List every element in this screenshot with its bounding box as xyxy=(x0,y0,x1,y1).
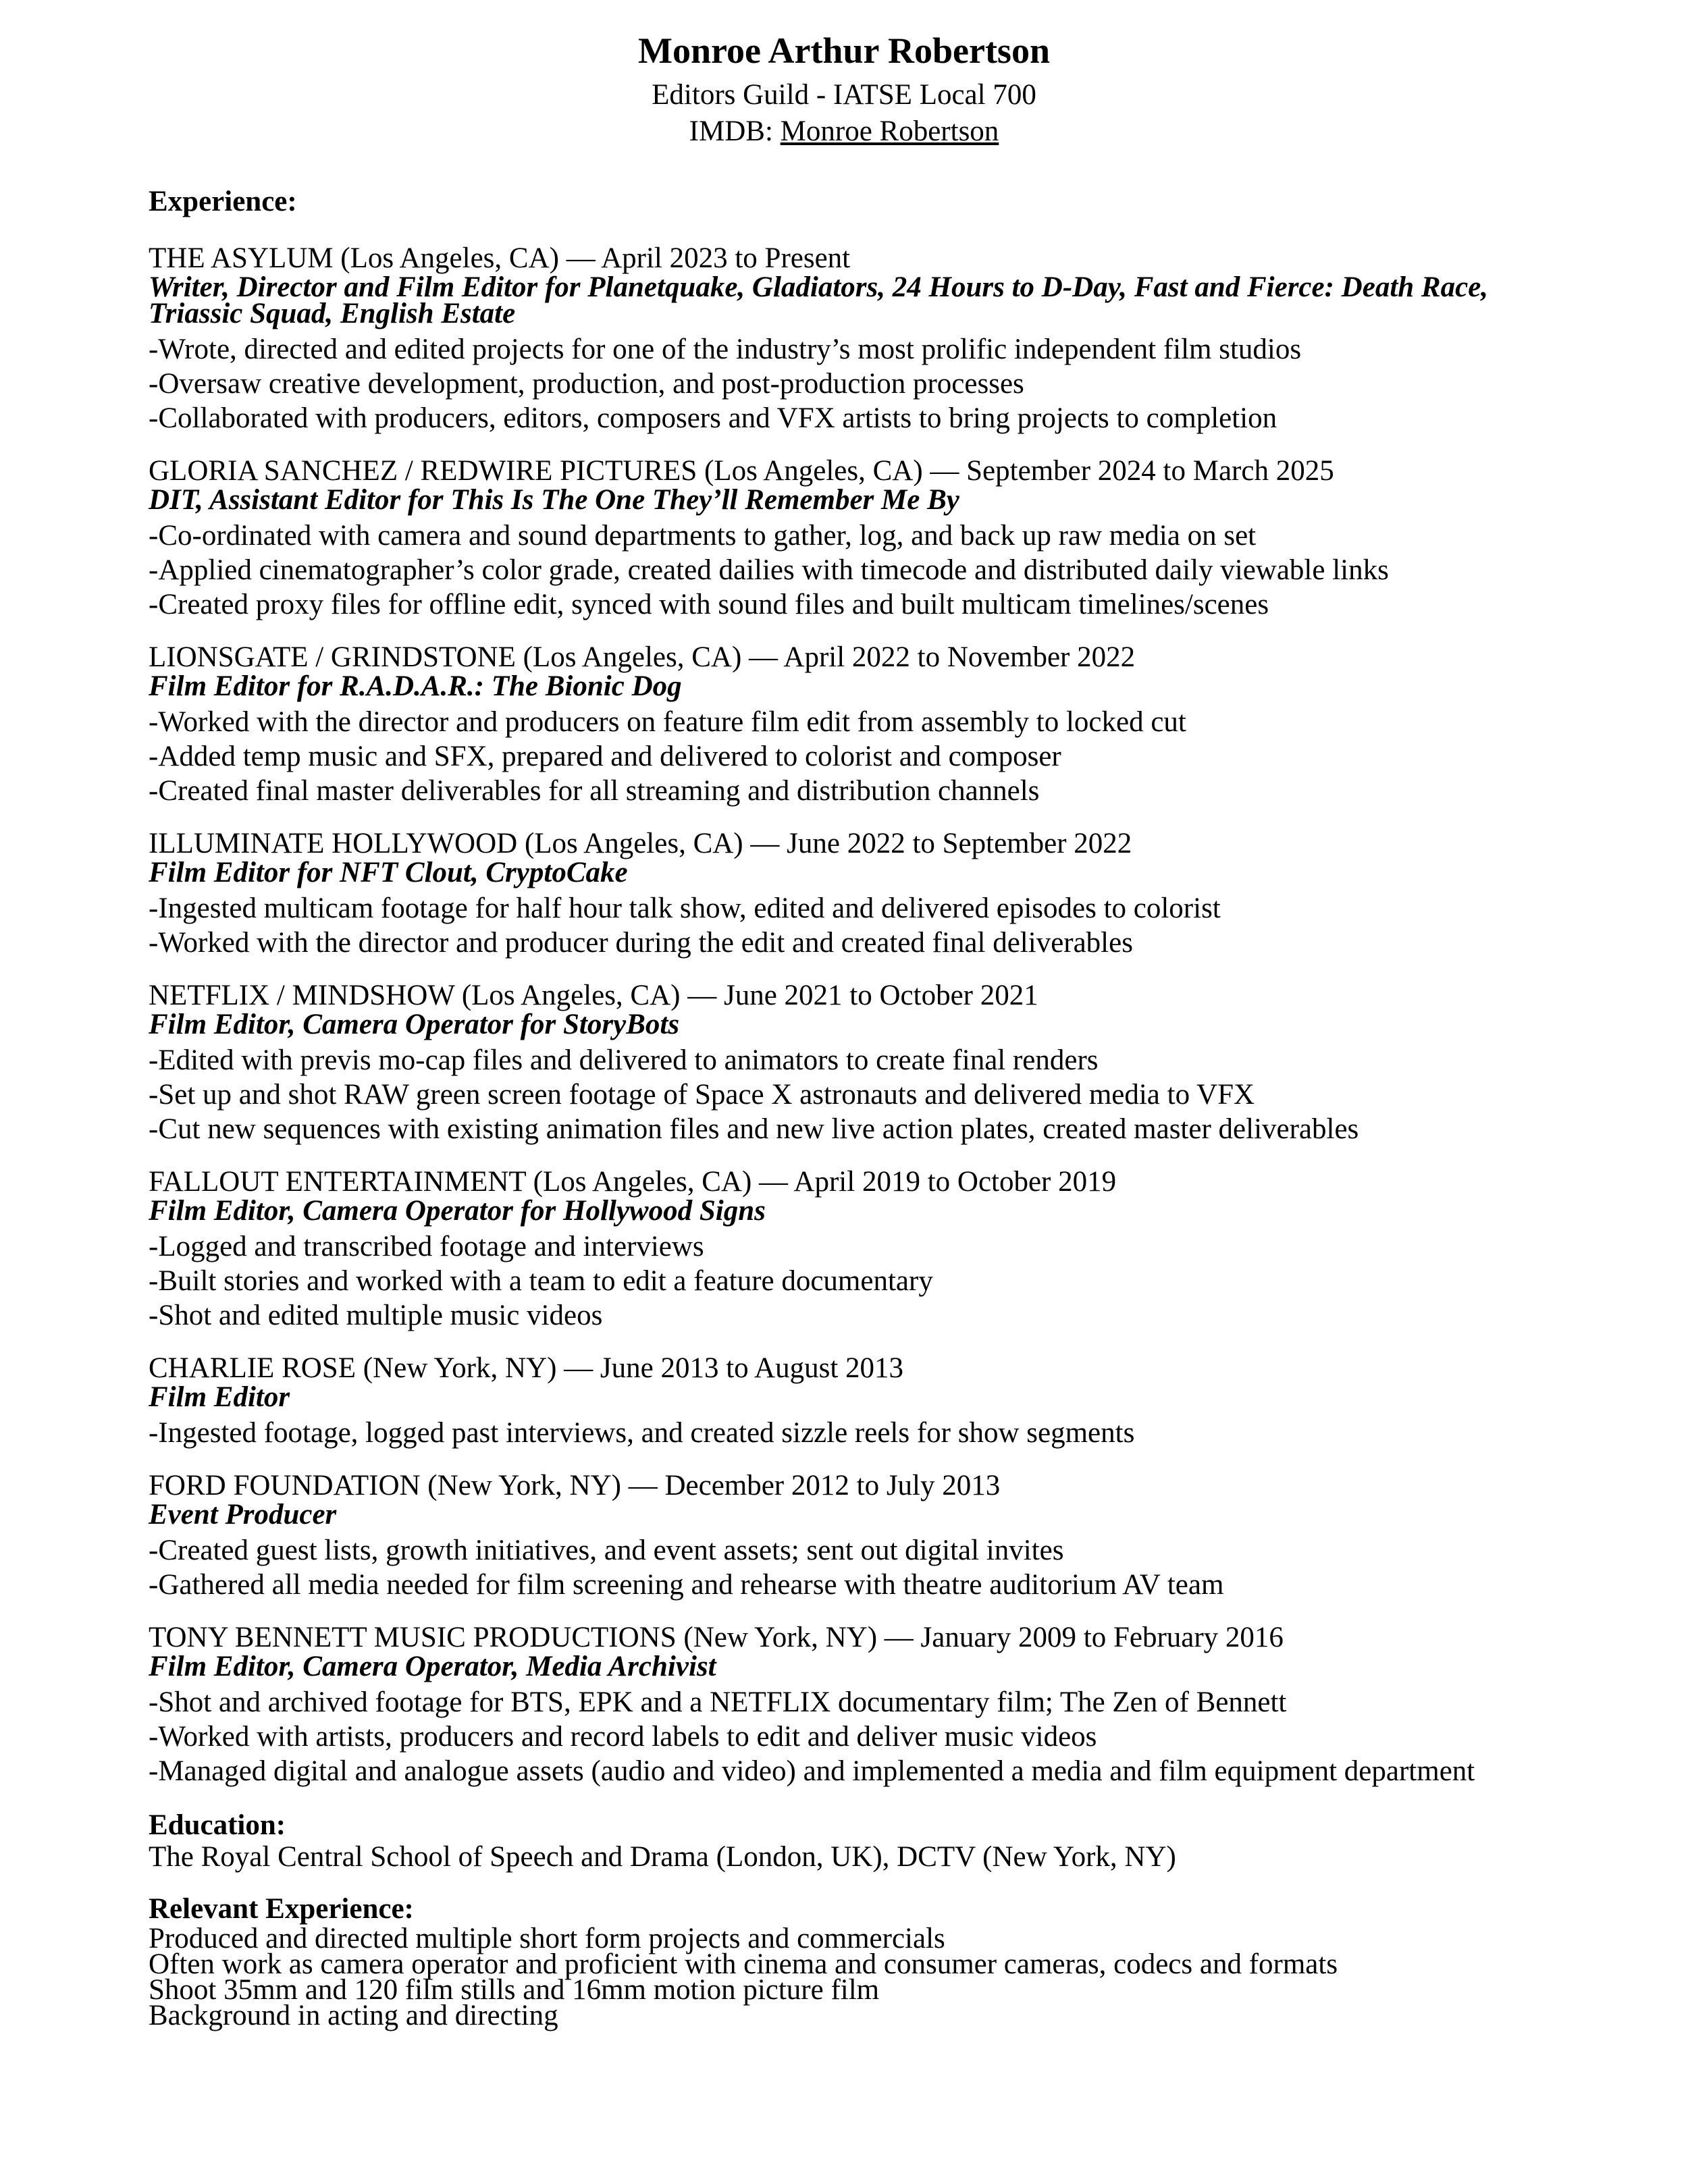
job-bullet: -Added temp music and SFX, prepared and delivered to colorist and composer xyxy=(149,741,1061,772)
relevant-experience-item: Background in acting and directing xyxy=(149,2000,558,2031)
experience-entry xyxy=(149,456,1580,622)
job-bullet: -Worked with artists, producers and record labels to edit and deliver music videos xyxy=(149,1721,1097,1753)
job-bullet: -Worked with the director and producers on feature film edit from assembly to locked cut xyxy=(149,706,1186,738)
job-bullets xyxy=(149,891,1580,960)
job-bullets xyxy=(149,518,1580,622)
job-company: CHARLIE ROSE (New York, NY) — June 2013 to August 2013 xyxy=(149,1352,904,1384)
job-bullet: -Oversaw creative development, production, and post-production processes xyxy=(149,368,1024,400)
job-bullet: -Built stories and worked with a team to edit a feature documentary xyxy=(149,1265,933,1297)
job-role: Film Editor for R.A.D.A.R.: The Bionic Dog xyxy=(149,670,682,702)
job-bullet: -Ingested footage, logged past interviews, and created sizzle reels for show segments xyxy=(149,1417,1135,1449)
job-bullets xyxy=(149,1043,1580,1146)
candidate-name: Monroe Arthur Robertson xyxy=(638,30,1050,71)
job-company: THE ASYLUM (Los Angeles, CA) — April 2023 to Present xyxy=(149,242,851,274)
job-bullets xyxy=(149,332,1580,435)
job-role: Film Editor for NFT Clout, CryptoCake xyxy=(149,857,628,888)
imdb-line xyxy=(0,113,1688,150)
job-bullet: -Created guest lists, growth initiatives, and event assets; sent out digital invites xyxy=(149,1535,1064,1566)
job-role: Writer, Director and Film Editor for Planetquake, Gladiators, 24 Hours to D-Day, Fast and Fierce: Death Race, Triassic Squad, English Estate xyxy=(149,271,1489,329)
job-bullet: -Managed digital and analogue assets (audio and video) and implemented a media and film equipment department xyxy=(149,1755,1475,1787)
job-role: Event Producer xyxy=(149,1499,337,1530)
relevant-experience-item: Often work as camera operator and proficient with cinema and consumer cameras, codecs and formats xyxy=(149,1948,1338,1980)
resume-header xyxy=(0,24,1688,150)
job-bullets xyxy=(149,1229,1580,1333)
guild-affiliation: Editors Guild - IATSE Local 700 xyxy=(652,79,1036,111)
relevant-experience-item: Shoot 35mm and 120 film stills and 16mm motion picture film xyxy=(149,1974,880,2006)
job-bullet: -Applied cinematographer’s color grade, created dailies with timecode and distributed daily viewable links xyxy=(149,554,1389,586)
job-bullets xyxy=(149,705,1580,808)
job-bullet: -Co-ordinated with camera and sound departments to gather, log, and back up raw media on set xyxy=(149,520,1257,552)
job-company: NETFLIX / MINDSHOW (Los Angeles, CA) — June 2021 to October 2021 xyxy=(149,980,1038,1011)
job-bullet: -Logged and transcribed footage and interviews xyxy=(149,1231,704,1262)
job-company: LIONSGATE / GRINDSTONE (Los Angeles, CA) — April 2022 to November 2022 xyxy=(149,641,1136,673)
job-company: FALLOUT ENTERTAINMENT (Los Angeles, CA) — April 2019 to October 2019 xyxy=(149,1166,1117,1198)
job-bullet: -Cut new sequences with existing animation files and new live action plates, created master deliverables xyxy=(149,1113,1359,1145)
job-bullet: -Worked with the director and producer during the edit and created final deliverables xyxy=(149,927,1133,959)
job-company: TONY BENNETT MUSIC PRODUCTIONS (New York, NY) — January 2009 to February 2016 xyxy=(149,1622,1284,1653)
experience-entry xyxy=(149,1353,1580,1450)
job-role: Film Editor xyxy=(149,1381,290,1413)
job-role: Film Editor, Camera Operator for Hollywood Signs xyxy=(149,1195,766,1227)
job-bullet: -Edited with previs mo-cap files and delivered to animators to create final renders xyxy=(149,1044,1099,1076)
education-text: The Royal Central School of Speech and Drama (London, UK), DCTV (New York, NY) xyxy=(149,1841,1176,1873)
job-bullet: -Wrote, directed and edited projects for one of the industry’s most prolific independent film studios xyxy=(149,334,1302,365)
job-bullets xyxy=(149,1685,1580,1788)
job-role: Film Editor, Camera Operator, Media Archivist xyxy=(149,1651,716,1682)
job-bullet: -Shot and archived footage for BTS, EPK and a NETFLIX documentary film; The Zen of Bennett xyxy=(149,1686,1287,1718)
job-bullet: -Ingested multicam footage for half hour talk show, edited and delivered episodes to colorist xyxy=(149,893,1221,924)
job-company: FORD FOUNDATION (New York, NY) — December 2012 to July 2013 xyxy=(149,1470,1001,1501)
experience-entry xyxy=(149,980,1580,1146)
relevant-experience-list xyxy=(149,1923,1580,2031)
imdb-link[interactable]: Monroe Robertson xyxy=(780,115,999,147)
job-bullets xyxy=(149,1533,1580,1602)
job-bullets xyxy=(149,1416,1580,1450)
experience-heading: Experience: xyxy=(149,186,297,217)
job-company: GLORIA SANCHEZ / REDWIRE PICTURES (Los Angeles, CA) — September 2024 to March 2025 xyxy=(149,455,1334,487)
job-role: Film Editor, Camera Operator for StoryBots xyxy=(149,1009,680,1040)
job-bullet: -Shot and edited multiple music videos xyxy=(149,1300,603,1331)
relevant-experience-item: Produced and directed multiple short form projects and commercials xyxy=(149,1923,945,1954)
relevant-experience-heading: Relevant Experience: xyxy=(149,1893,414,1925)
experience-list xyxy=(149,243,1580,1788)
experience-entry xyxy=(149,1622,1580,1788)
experience-entry xyxy=(149,828,1580,960)
job-bullet: -Created final master deliverables for all streaming and distribution channels xyxy=(149,775,1040,807)
education-heading: Education: xyxy=(149,1809,286,1841)
experience-entry xyxy=(149,243,1580,435)
job-bullet: -Set up and shot RAW green screen footage of Space X astronauts and delivered media to VFX xyxy=(149,1079,1255,1111)
experience-entry xyxy=(149,1167,1580,1333)
job-company: ILLUMINATE HOLLYWOOD (Los Angeles, CA) — June 2022 to September 2022 xyxy=(149,828,1132,859)
imdb-label: IMDB: xyxy=(689,115,781,147)
resume-page xyxy=(149,24,1580,2029)
job-role: DIT, Assistant Editor for This Is The One They’ll Remember Me By xyxy=(149,484,959,516)
experience-entry xyxy=(149,1470,1580,1602)
job-bullet: -Collaborated with producers, editors, composers and VFX artists to bring projects to completion xyxy=(149,402,1277,434)
experience-entry xyxy=(149,642,1580,808)
job-bullet: -Created proxy files for offline edit, synced with sound files and built multicam timelines/scenes xyxy=(149,589,1269,620)
job-bullet: -Gathered all media needed for film screening and rehearse with theatre auditorium AV team xyxy=(149,1569,1224,1601)
